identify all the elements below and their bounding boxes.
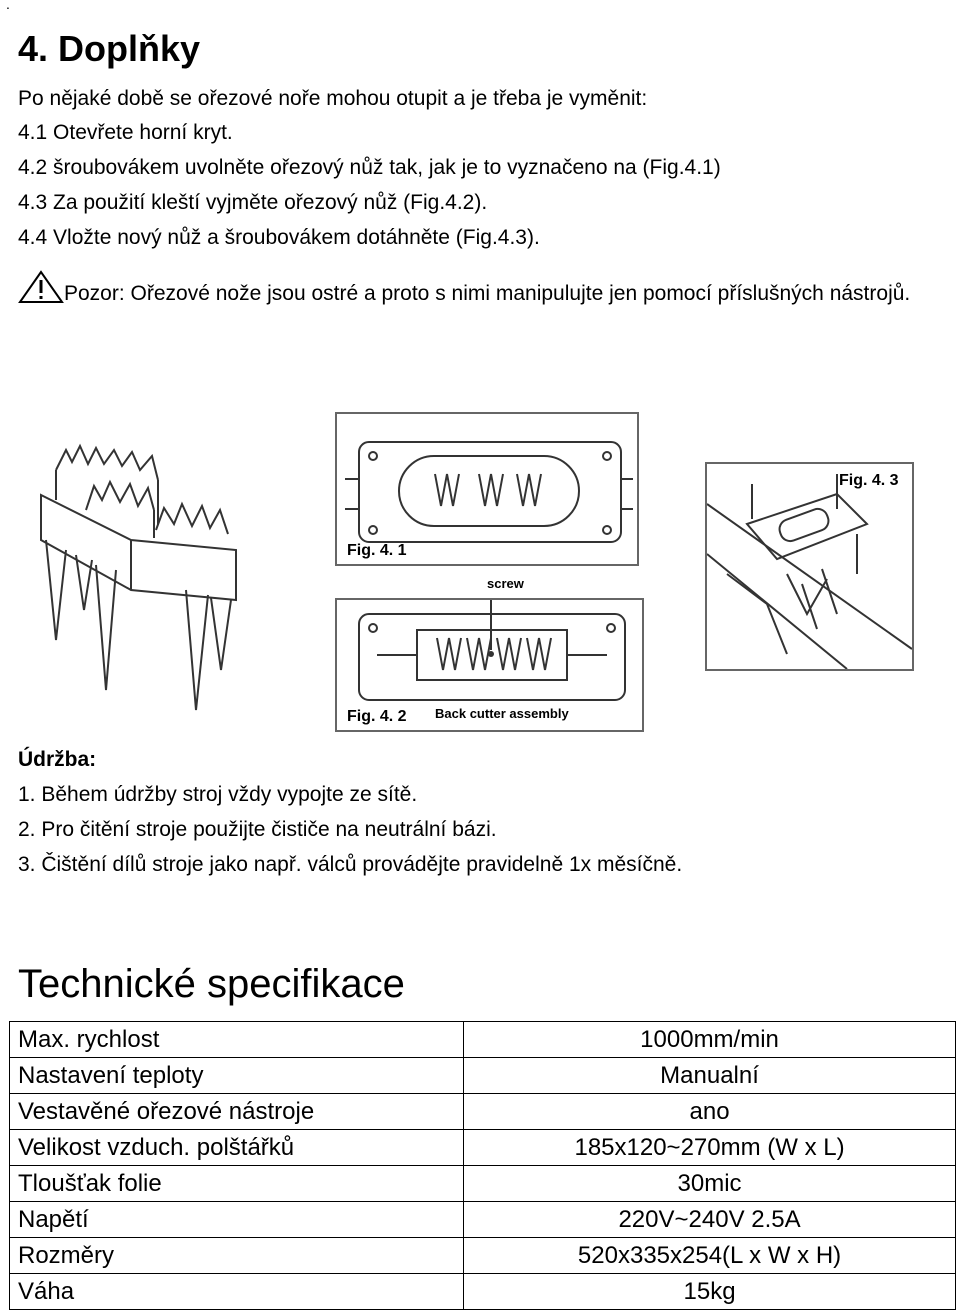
intro-text: Po nějaké době se ořezové noře mohou otupit a je třeba je vyměnit: [18,87,648,110]
table-row [10,1058,956,1094]
table-row [10,1022,956,1058]
spec-value: 185x120~270mm (W x L) [464,1130,956,1166]
step-4: 4.4 Vložte nový nůž a šroubovákem dotáhněte (Fig.4.3). [18,226,540,249]
fig-4-3-label: Fig. 4. 3 [839,472,899,489]
fig-4-2-label: Fig. 4. 2 [347,708,407,725]
warning-text: Pozor: Ořezové nože jsou ostré a proto s nimi manipulujte jen pomocí příslušných nástrojů. [64,282,911,305]
step-2: 4.2 šroubovákem uvolněte ořezový nůž tak, jak je to vyznačeno na (Fig.4.1) [18,156,721,179]
step-1: 4.1 Otevřete horní kryt. [18,121,233,144]
specs-table [9,1021,956,1310]
maintenance-item-3: 3. Čištění dílů stroje jako např. válců provádějte pravidelně 1x měsíčně. [18,853,683,876]
table-row [10,1130,956,1166]
table-row [10,1094,956,1130]
spec-name: Napětí [10,1202,464,1238]
section-title: 4. Doplňky [18,28,201,69]
spec-value: 1000mm/min [464,1022,956,1058]
spec-name: Velikost vzduch. polštářků [10,1130,464,1166]
page-marker: . [6,0,10,12]
warning-note [18,270,943,314]
spec-name: Max. rychlost [10,1022,464,1058]
maintenance-item-1: 1. Během údržby stroj vždy vypojte ze sítě. [18,783,418,806]
maintenance-item-2: 2. Pro čitění stroje použijte čističe na neutrální bázi. [18,818,497,841]
spec-value: 15kg [464,1274,956,1310]
spec-value: ano [464,1094,956,1130]
back-cutter-assembly-label: Back cutter assembly [435,706,569,721]
table-row [10,1202,956,1238]
spec-value: 220V~240V 2.5A [464,1202,956,1238]
maintenance-title: Údržba: [18,748,97,771]
table-row [10,1238,956,1274]
screw-label: screw [487,576,524,591]
cutter-blade-illustration [36,440,248,720]
spec-value: 30mic [464,1166,956,1202]
figure-4-1 [335,412,639,566]
spec-value: Manualní [464,1058,956,1094]
step-3: 4.3 Za použití kleští vyjměte ořezový nůž (Fig.4.2). [18,191,488,214]
specs-title: Technické specifikace [18,962,405,1006]
fig-4-1-label: Fig. 4. 1 [347,542,407,559]
spec-name: Vestavěné ořezové nástroje [10,1094,464,1130]
spec-name: Rozměry [10,1238,464,1274]
spec-name: Váha [10,1274,464,1310]
spec-name: Nastavení teploty [10,1058,464,1094]
table-row [10,1166,956,1202]
figure-4-2 [335,576,644,732]
spec-value: 520x335x254(L x W x H) [464,1238,956,1274]
figure-4-3 [705,462,914,671]
spec-name: Tloušťak folie [10,1166,464,1202]
warning-triangle-icon [18,270,64,304]
table-row [10,1274,956,1310]
